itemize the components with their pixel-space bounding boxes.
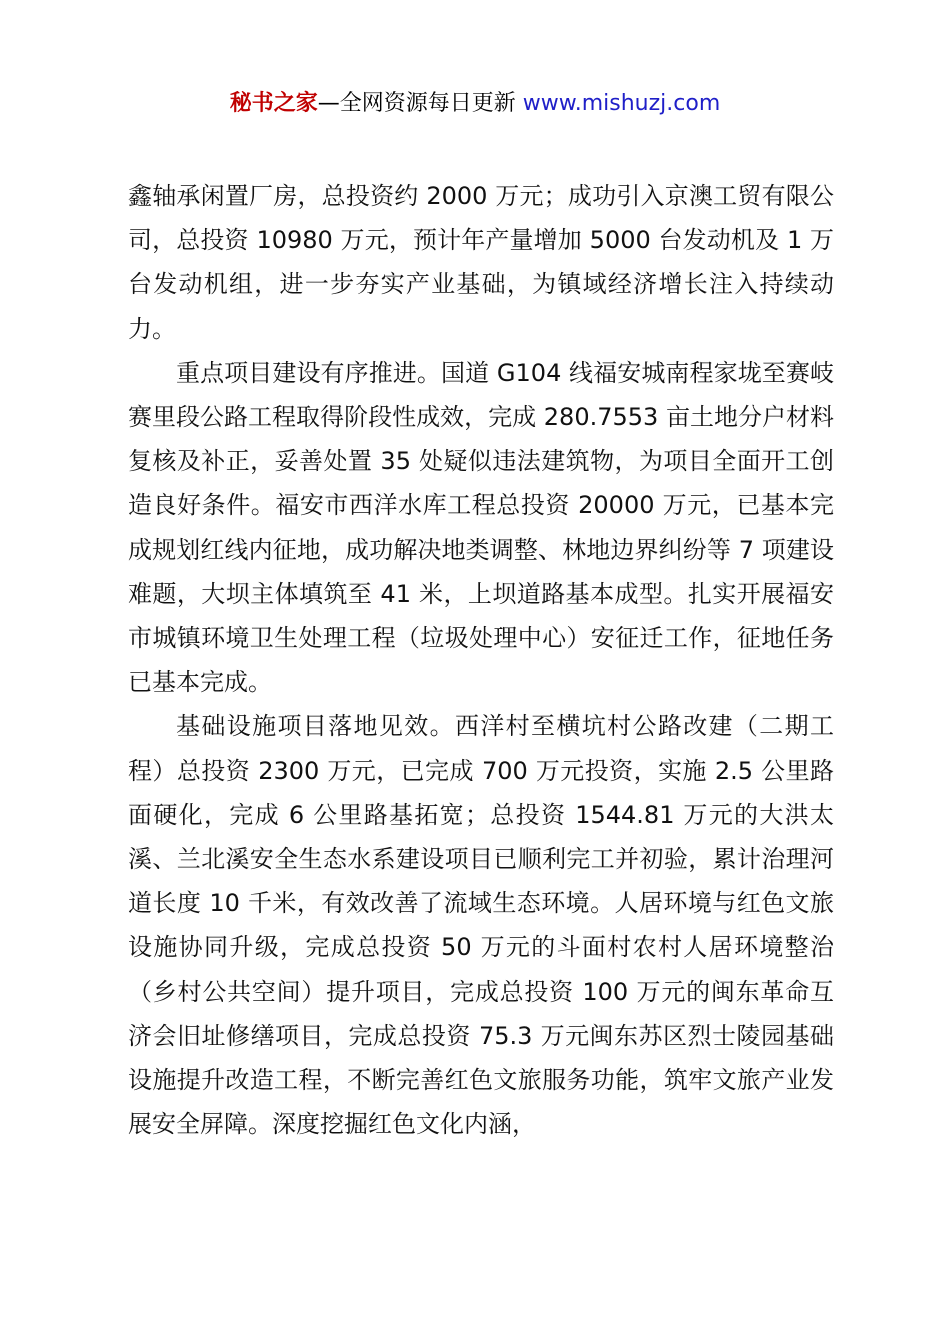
page-header: [0, 87, 950, 121]
paragraph-3: 基础设施项目落地见效。西洋村至横坑村公路改建（二期工程）总投资 2300 万元，已完成 700 万元投资，实施 2.5 公里路面硬化，完成 6 公里路基拓宽；总投资 1544.81 万元的大洪太溪、兰北溪安全生态水系建设项目已顺利完工并初验，累计治理河道长度 10 千米，有效改善了流域生态环境。人居环境与红色文旅设施协同升级，完成总投资 50 万元的斗面村农村人居环境整治（乡村公共空间）提升项目，完成总投资 100 万元的闽东革命互济会旧址修缮项目，完成总投资 75.3 万元闽东苏区烈士陵园基础设施提升改造工程，不断完善红色文旅服务功能，筑牢文旅产业发展安全屏障。深度挖掘红色文化内涵，: [128, 712, 834, 1139]
paragraph-1: 鑫轴承闲置厂房，总投资约 2000 万元；成功引入京澳工贸有限公司，总投资 10980 万元，预计年产量增加 5000 台发动机及 1 万台发动机组，进一步夯实产业基础，为镇域经济增长注入持续动力。: [128, 182, 834, 343]
paragraph-2: 重点项目建设有序推进。国道 G104 线福安城南程家垅至赛岐赛里段公路工程取得阶段性成效，完成 280.7553 亩土地分户材料复核及补正，妥善处置 35 处疑似违法建筑物，为项目全面开工创造良好条件。福安市西洋水库工程总投资 20000 万元，已基本完成规划红线内征地，成功解决地类调整、林地边界纠纷等 7 项建设难题，大坝主体填筑至 41 米，上坝道路基本成型。扎实开展福安市城镇环境卫生处理工程（垃圾处理中心）安征迁工作，征地任务已基本完成。: [128, 358, 834, 697]
header-slogan: —全网资源每日更新: [317, 91, 523, 116]
document-body: [128, 174, 834, 1146]
website-link[interactable]: www.mishuzj.com: [522, 91, 721, 116]
brand-name: 秘书之家: [229, 91, 318, 116]
